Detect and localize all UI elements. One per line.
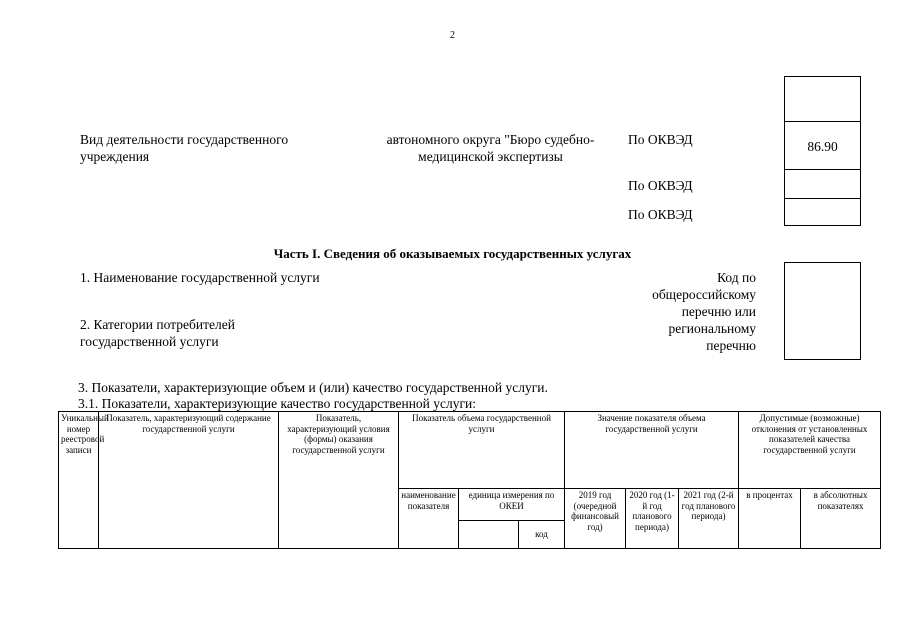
okved-code-box-1 [784,121,861,170]
col-volume: Показатель объема государственной услуги [399,412,565,489]
indicators-line-2: 3.1. Показатели, характеризующие качество государственной услуги: [78,396,477,411]
sub-indicator-name: наименование показателя [399,489,459,549]
sub-percent: в процентах [739,489,801,549]
quality-indicators-table [58,411,881,549]
registry-code-label: Код по общероссийскому перечню или региональному перечню [652,270,756,353]
sub-year-2021: 2021 год (2-й год планового периода) [679,489,739,549]
col-content: Показатель, характеризующий содержание государственной услуги [99,412,279,549]
col-unique-number: Уникальный номер реестровой записи [59,412,99,549]
activity-value: автономного округа "Бюро судебно-медицинской экспертизы [386,132,595,164]
col-value: Значение показателя объема государственной услуги [565,412,739,489]
okved-label-3: По ОКВЭД [628,207,693,222]
code-box-top [784,76,861,122]
col-deviation: Допустимые (возможные) отклонения от установленных показателей качества государственной услуги [739,412,881,489]
page-number: 2 [450,30,455,41]
sub-year-2019: 2019 год (очередной финансовый год) [565,489,626,549]
consumer-category-label: 2. Категории потребителей государственной услуги [80,317,235,349]
okved-code-box-2 [784,169,861,199]
registry-code-box [784,262,861,360]
sub-unit-name [459,521,519,549]
service-name-label: 1. Наименование государственной услуги [80,270,320,285]
okved-label-1: По ОКВЭД [628,132,693,147]
col-conditions: Показатель, характеризующий условия (формы) оказания государственной услуги [279,412,399,549]
okved-code-1: 86.90 [807,139,838,154]
sub-absolute: в абсолютных показателях [801,489,881,549]
activity-label: Вид деятельности государственного учреждения [80,132,289,164]
sub-year-2020: 2020 год (1-й год планового периода) [626,489,679,549]
part-title: Часть I. Сведения об оказываемых государственных услугах [273,246,632,261]
okved-label-2: По ОКВЭД [628,178,693,193]
sub-unit: единица измерения по ОКЕИ [459,489,565,521]
okved-code-box-3 [784,198,861,226]
sub-code: код [519,521,565,549]
indicators-line-1: 3. Показатели, характеризующие объем и (или) качество государственной услуги. [78,380,548,395]
